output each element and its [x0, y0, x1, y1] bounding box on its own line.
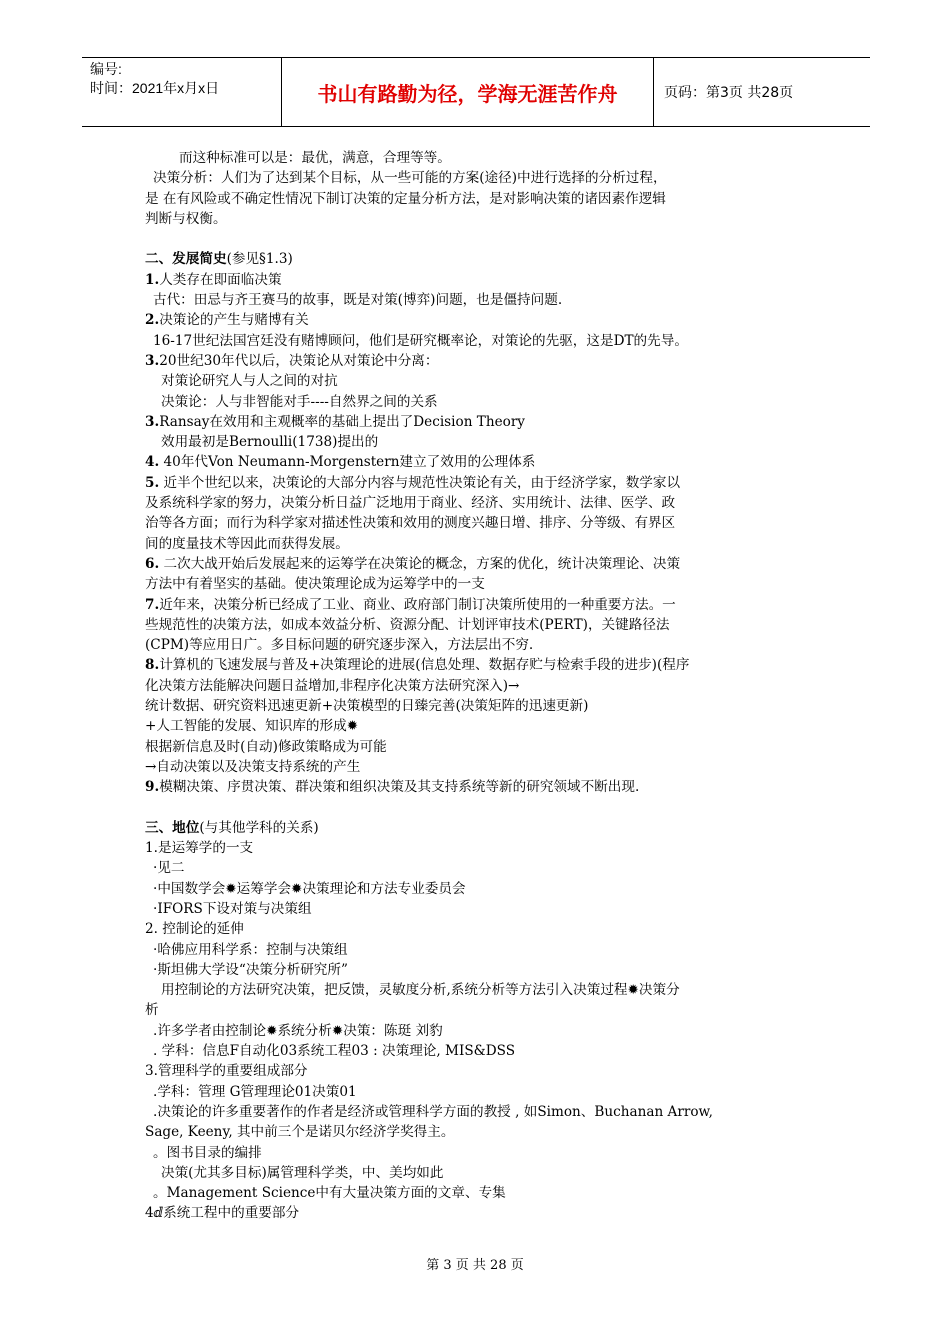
- line-text: ·见二: [153, 860, 185, 877]
- text-line: [145, 1041, 810, 1061]
- text-line: [145, 716, 810, 736]
- line-text: 及系统科学家的努力，决策分析日益广泛地用于商业、经济、实用统计、法律、医学、政: [145, 495, 676, 512]
- text-line: [145, 189, 810, 209]
- header-motto-cell: [282, 58, 654, 126]
- bold-lead: 2.: [145, 312, 160, 329]
- line-text: .决策论的许多重要著作的作者是经济或管理科学方面的教授 , 如Simon、Buchanan Arrow,: [153, 1103, 713, 1120]
- line-text: 方法中有着坚实的基础。使决策理论成为运筹学中的一支: [145, 576, 485, 593]
- line-text: 20世纪30年代以后，决策论从对策论中分离：: [159, 352, 439, 369]
- bold-lead: 9.: [145, 779, 160, 796]
- line-text: 对策论研究人与人之间的对抗: [161, 373, 338, 390]
- line-text: 。Management Science中有大量决策方面的文章、专集: [153, 1185, 506, 1202]
- text-line: [145, 1021, 810, 1041]
- document-number-label: 编号:: [90, 61, 122, 77]
- line-text: ·中国数学会✹运筹学会✹决策理论和方法专业委员会: [153, 880, 466, 897]
- text-line: [145, 290, 810, 310]
- line-text: 古代：田忌与齐王赛马的故事，既是对策(博弈)问题，也是僵持问题.: [153, 292, 563, 309]
- header-meta-cell: [82, 58, 282, 126]
- text-line: [145, 148, 810, 168]
- line-text: Sage, Keeny, 其中前三个是诺贝尔经济学奖得主。: [145, 1124, 455, 1141]
- bold-lead: 4.: [145, 454, 160, 471]
- line-text: 决策论的产生与赌博有关: [159, 312, 309, 329]
- line-text: 判断与权衡。: [145, 210, 227, 227]
- line-text: 人类存在即面临决策: [159, 271, 282, 288]
- line-text: 根据新信息及时(自动)修政策略成为可能: [145, 738, 387, 755]
- text-line: [145, 1000, 810, 1020]
- bold-lead: 6.: [145, 555, 160, 572]
- text-line: [145, 1102, 810, 1122]
- text-line: [145, 696, 810, 716]
- page-footer: 第 3 页 共 28 页: [426, 1258, 524, 1273]
- text-line: [145, 940, 810, 960]
- header-page-info: 页码：第3页 共28页: [664, 85, 794, 101]
- line-text: 二次大战开始后发展起来的运筹学在决策论的概念，方案的优化，统计决策理论、决策: [159, 555, 681, 572]
- line-text: ·斯坦佛大学设“决策分析研究所”: [153, 961, 348, 978]
- line-text: 近年来，决策分析已经成了工业、商业、政府部门制订决策所使用的一种重要方法。一: [159, 596, 676, 613]
- line-text: 40年代Von Neumann-Morgenstern建立了效用的公理体系: [159, 454, 536, 471]
- line-text: ·IFORS下设对策与决策组: [153, 900, 312, 917]
- text-line: [145, 676, 810, 696]
- bold-lead: 3.: [145, 413, 160, 430]
- text-line: [145, 331, 810, 351]
- text-line: [145, 392, 810, 412]
- text-line: [145, 960, 810, 980]
- line-text: 决策分析：人们为了达到某个目标，从一些可能的方案(途径)中进行选择的分析过程，: [153, 170, 667, 187]
- bold-lead: 1.: [145, 271, 160, 288]
- text-line: [145, 574, 810, 594]
- text-line: [145, 1082, 810, 1102]
- text-line: [145, 452, 810, 472]
- text-line: [145, 1203, 810, 1223]
- line-text: Ransay在效用和主观概率的基础上提出了Decision Theory: [159, 413, 525, 430]
- text-line: [145, 1143, 810, 1163]
- header-page-cell: [654, 58, 870, 126]
- line-text: 化决策方法能解决问题日益增加,非程序化决策方法研究深入)→: [145, 677, 520, 694]
- line-text: 3.管理科学的重要组成部分: [145, 1063, 308, 1080]
- line-text: ·哈佛应用科学系：控制与决策组: [153, 941, 348, 958]
- line-text: .许多学者由控制论✹系统分析✹决策：陈珽 刘豹: [153, 1022, 443, 1039]
- line-text: 近半个世纪以来，决策论的大部分内容与规范性决策论有关，由于经济学家，数学家以: [159, 474, 681, 491]
- text-line: [145, 168, 810, 188]
- line-text: 决策论：人与非智能对手----自然界之间的关系: [161, 393, 438, 410]
- line-text: 是 在有风险或不确定性情况下制订决策的定量分析方法，是对影响决策的诸因素作逻辑: [145, 190, 666, 207]
- text-line: [145, 554, 810, 574]
- bold-lead: 三、地位: [145, 819, 200, 836]
- blank-line: [145, 798, 810, 818]
- line-text: 2. 控制论的延伸: [145, 921, 244, 938]
- text-line: [145, 980, 810, 1000]
- text-line: [145, 1163, 810, 1183]
- line-text: 而这种标准可以是：最优，满意，合理等等。: [179, 150, 451, 166]
- bold-lead: 3.: [145, 352, 160, 369]
- line-text: 4ⅆ系统工程中的重要部分: [145, 1205, 300, 1222]
- line-text: 决策(尤其多目标)属管理科学类，中、美均如此: [161, 1164, 444, 1181]
- line-text: 治等各方面；而行为科学家对描述性决策和效用的测度兴趣日增、排序、分等级、有界区: [145, 515, 676, 532]
- line-text: . 学科：信息F自动化03系统工程03 : 决策理论, MIS&DSS: [153, 1043, 516, 1060]
- text-line: [145, 1183, 810, 1203]
- text-line: [145, 838, 810, 858]
- text-line: [145, 310, 810, 330]
- document-body: [145, 148, 810, 1224]
- text-line: [145, 209, 810, 229]
- line-text: (与其他学科的关系): [199, 819, 319, 836]
- line-text: 16-17世纪法国宫廷没有赌博顾问，他们是研究概率论，对策论的先驱，这是DT的先导。: [153, 332, 688, 349]
- line-text: (参见§1.3): [226, 251, 293, 268]
- line-text: 析: [145, 1002, 159, 1019]
- text-line: [145, 1122, 810, 1142]
- line-text: 间的度量技术等因此而获得发展。: [145, 535, 349, 552]
- line-text: +人工智能的发展、知识库的形成✹: [145, 718, 359, 735]
- blank-line: [145, 229, 810, 249]
- line-text: 1.是运筹学的一支: [145, 840, 254, 857]
- text-line: [145, 473, 810, 493]
- text-line: [145, 858, 810, 878]
- text-line: [145, 899, 810, 919]
- line-text: (CPM)等应用日广。多目标问题的研究逐步深入，方法层出不穷.: [145, 637, 534, 654]
- text-line: [145, 351, 810, 371]
- text-line: [145, 655, 810, 675]
- line-text: .学科：管理 G管理理论01决策01: [153, 1083, 357, 1100]
- line-text: →自动决策以及决策支持系统的产生: [145, 758, 361, 775]
- text-line: [145, 737, 810, 757]
- bold-lead: 8.: [145, 657, 160, 674]
- text-line: [145, 1061, 810, 1081]
- text-line: [145, 371, 810, 391]
- line-text: 些规范性的决策方法，如成本效益分析、资源分配、计划评审技术(PERT)，关键路径法: [145, 616, 670, 633]
- text-line: [145, 432, 810, 452]
- line-text: 。图书目录的编排: [153, 1144, 262, 1161]
- header-table: [82, 57, 870, 127]
- bold-lead: 7.: [145, 596, 160, 613]
- text-line: [145, 615, 810, 635]
- text-line: [145, 777, 810, 797]
- line-text: 计算机的飞速发展与普及+决策理论的进展(信息处理、数据存贮与检索手段的进步)(程序: [159, 657, 690, 674]
- text-line: [145, 270, 810, 290]
- line-text: 统计数据、研究资料迅速更新+决策模型的日臻完善(决策矩阵的迅速更新): [145, 698, 589, 715]
- line-text: 用控制论的方法研究决策，把反馈，灵敏度分析,系统分析等方法引入决策过程✹决策分: [161, 982, 680, 999]
- text-line: [145, 412, 810, 432]
- line-text: 模糊决策、序贯决策、群决策和组织决策及其支持系统等新的研究领域不断出现.: [159, 779, 640, 796]
- text-line: [145, 635, 810, 655]
- text-line: [145, 493, 810, 513]
- text-line: [145, 757, 810, 777]
- text-line: [145, 595, 810, 615]
- text-line: [145, 534, 810, 554]
- bold-lead: 5.: [145, 474, 160, 491]
- header-motto: 书山有路勤为径，学海无涯苦作舟: [317, 81, 618, 106]
- text-line: [145, 919, 810, 939]
- document-time-label: 时间：2021年x月x日: [90, 80, 220, 96]
- text-line: [145, 818, 810, 838]
- bold-lead: 二、发展简史: [145, 251, 227, 268]
- text-line: [145, 879, 810, 899]
- text-line: [145, 249, 810, 269]
- line-text: 效用最初是Bernoulli(1738)提出的: [161, 434, 379, 451]
- text-line: [145, 513, 810, 533]
